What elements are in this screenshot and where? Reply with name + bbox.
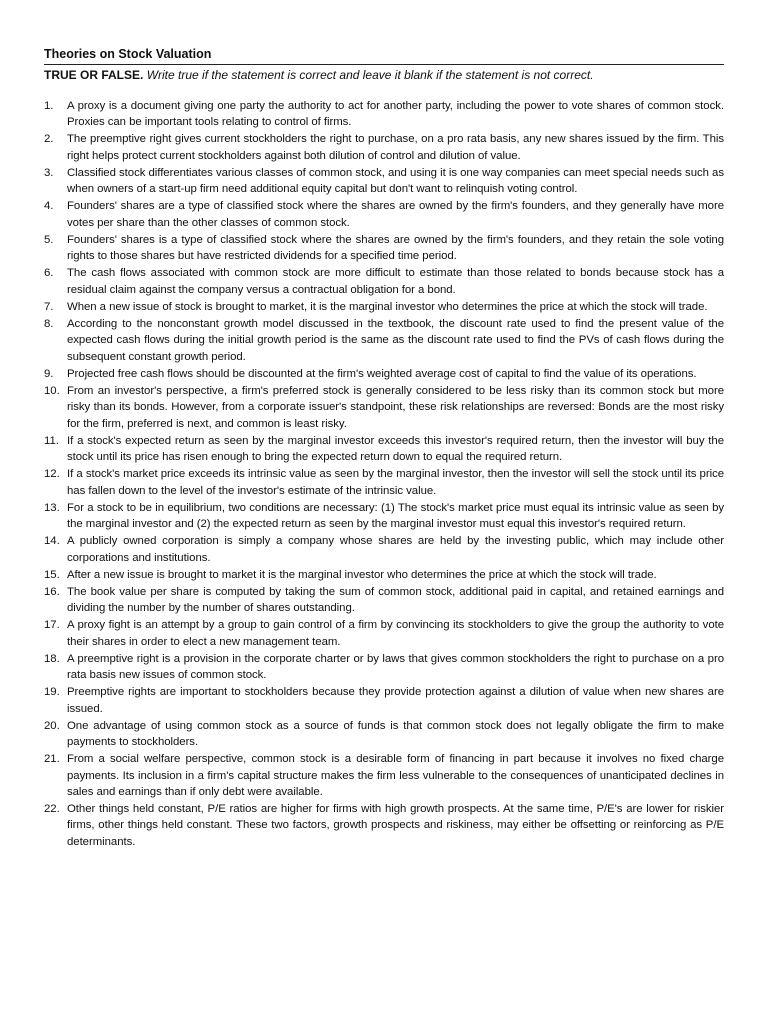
question-item [44, 584, 724, 617]
question-item [44, 500, 724, 533]
question-text: If a stock's expected return as seen by the marginal investor exceeds this investor's required return, then the investor will buy the stock until its price has risen enough to bring the expected return down to equal the required return. [67, 434, 724, 464]
question-item [44, 198, 724, 231]
question-text: A preemptive right is a provision in the corporate charter or by laws that gives common stockholders the right to purchase on a pro rata basis new issues of common stock. [67, 652, 724, 682]
question-item [44, 316, 724, 365]
question-number: 3. [44, 166, 54, 179]
question-item [44, 433, 724, 466]
question-item [44, 466, 724, 499]
question-item [44, 718, 724, 751]
question-item [44, 801, 724, 850]
question-text: Classified stock differentiates various classes of common stock, and using it is one way companies can meet special needs such as when owners of a start-up firm need additional equity capital but don't want to relinquish voting control. [67, 166, 724, 196]
question-text: The preemptive right gives current stockholders the right to purchase, on a pro rata basis, any new shares issued by the firm. This right helps protect current stockholders against both dilution of control and dilution of value. [67, 133, 724, 162]
question-number: 20. [44, 719, 60, 732]
question-number: 14. [44, 535, 60, 548]
question-item [44, 165, 724, 198]
question-number: 12. [44, 468, 60, 481]
question-item [44, 98, 724, 131]
question-list [44, 98, 724, 850]
question-text: Preemptive rights are important to stockholders because they provide protection against a dilution of value when new shares are issued. [67, 686, 724, 715]
question-number: 11. [44, 434, 59, 447]
question-number: 6. [44, 267, 54, 280]
question-text: From a social welfare perspective, common stock is a desirable form of financing in part because it involves no fixed charge payments. Its inclusion in a firm's capital structure makes the firm less vulnerable to the consequences of unanticipated declines in sales and earnings than if only debt were available. [67, 753, 724, 798]
question-text: Founders' shares are a type of classified stock where the shares are owned by the firm's founders, and they generally have more votes per share than the other classes of common stock. [67, 200, 724, 229]
question-text: From an investor's perspective, a firm's preferred stock is generally considered to be less risky than its common stock but more risky than its bonds. However, from a corporate issuer's standpoint, these risk relationships are reversed: Bonds are the most risky for the firm, preferred is next, and common is least risky. [67, 385, 724, 430]
question-text: If a stock's market price exceeds its intrinsic value as seen by the marginal investor, then the investor will sell the stock until its price has fallen down to the level of the investor's estimate of the intrinsic value. [67, 468, 724, 497]
question-number: 16. [44, 585, 60, 598]
question-text: The cash flows associated with common stock are more difficult to estimate than those related to bonds because stock has a residual claim against the company versus a contractual obligation for a bond. [67, 267, 724, 296]
question-number: 18. [44, 652, 60, 665]
question-number: 13. [44, 501, 60, 514]
question-text: A publicly owned corporation is simply a company whose shares are held by the investing public, which may include other corporations and institutions. [67, 535, 724, 564]
question-number: 7. [44, 300, 54, 313]
question-item [44, 751, 724, 800]
question-text: According to the nonconstant growth model discussed in the textbook, the discount rate used to find the present value of the expected cash flows during the initial growth period is the same as the discount rate used to find the PVs of cash flows during the subsequent constant growth period. [67, 318, 724, 363]
document-title: Theories on Stock Valuation [44, 47, 212, 61]
instructions-body: Write true if the statement is correct and leave it blank if the statement is not correct. [146, 68, 594, 82]
question-text: The book value per share is computed by taking the sum of common stock, additional paid in capital, and retained earnings and dividing the number by the number of shares outstanding. [67, 585, 724, 615]
question-item [44, 265, 724, 298]
question-text: Other things held constant, P/E ratios are higher for firms with high growth prospects. At the same time, P/E's are lower for riskier firms, other things held constant. These two factors, growth prospects and riskiness, may either be offsetting or reinforcing as P/E determinants. [67, 803, 724, 848]
question-item [44, 366, 724, 382]
question-number: 21. [44, 753, 60, 766]
question-text: A proxy is a document giving one party the authority to act for another party, including the power to vote shares of common stock. Proxies can be important tools relating to control of firms. [67, 100, 724, 129]
question-text: Founders' shares is a type of classified stock where the shares are owned by the firm's founders, and they retain the sole voting rights to those shares but have restricted dividends for a specified time period. [67, 233, 724, 263]
question-text: When a new issue of stock is brought to market, it is the marginal investor who determines the price at which the stock will trade. [67, 300, 708, 313]
question-text: For a stock to be in equilibrium, two conditions are necessary: (1) The stock's market price must equal its intrinsic value as seen by the marginal investor and (2) the expected return as seen by the marginal investor must equal this investor's required return. [67, 501, 724, 531]
question-number: 8. [44, 318, 54, 331]
question-item [44, 533, 724, 566]
question-number: 9. [44, 367, 54, 380]
instructions [44, 67, 724, 83]
question-number: 1. [44, 100, 54, 112]
question-item [44, 617, 724, 650]
question-number: 15. [44, 568, 60, 581]
question-item [44, 299, 724, 315]
question-text: A proxy fight is an attempt by a group to gain control of a firm by convincing its stockholders to give the group the authority to vote their shares in order to elect a new management team. [67, 619, 724, 648]
question-number: 19. [44, 686, 60, 699]
question-number: 22. [44, 803, 60, 816]
question-item [44, 684, 724, 717]
question-item [44, 567, 724, 583]
question-number: 10. [44, 385, 60, 398]
question-item [44, 383, 724, 432]
question-text: One advantage of using common stock as a source of funds is that common stock does not legally obligate the firm to make payments to stockholders. [67, 719, 724, 749]
question-item [44, 131, 724, 164]
question-number: 4. [44, 200, 54, 213]
question-item [44, 232, 724, 265]
question-number: 5. [44, 233, 54, 246]
title-divider [44, 64, 724, 65]
question-text: After a new issue is brought to market it is the marginal investor who determines the price at which the stock will trade. [67, 568, 657, 581]
instructions-lead: TRUE OR FALSE. [44, 68, 144, 82]
question-item [44, 651, 724, 684]
question-text: Projected free cash flows should be discounted at the firm's weighted average cost of capital to find the value of its operations. [67, 367, 697, 380]
document-page [44, 46, 724, 851]
question-number: 17. [44, 619, 60, 632]
question-number: 2. [44, 133, 54, 146]
